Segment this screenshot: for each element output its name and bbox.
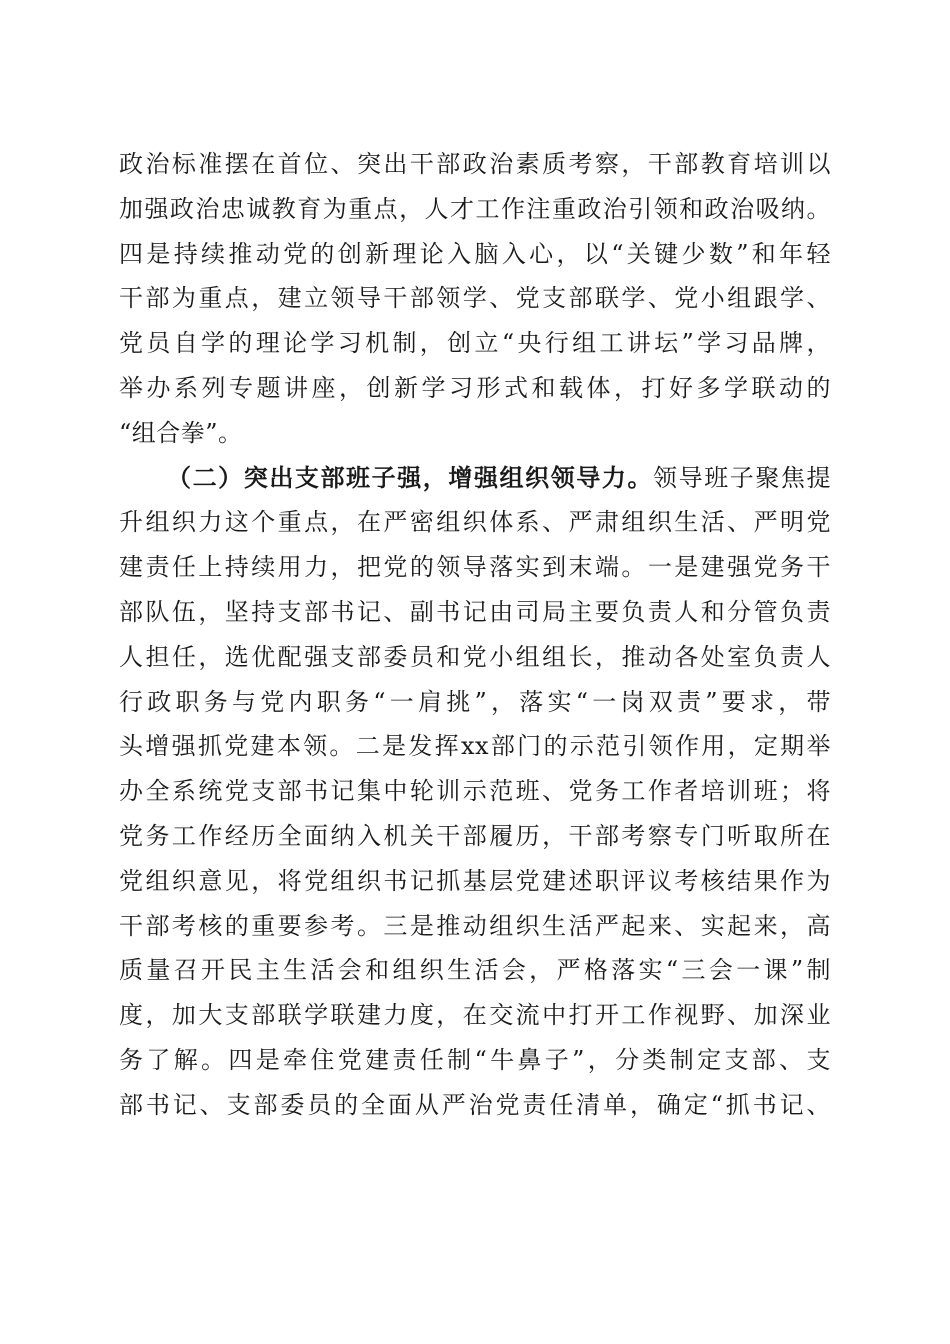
section-heading-line [119, 456, 831, 501]
paragraph-line: 干部为重点，建立领导干部领学、党支部联学、党小组跟学、 [119, 284, 831, 313]
paragraph-line: 部书记、支部委员的全面从严治党责任清单，确定“抓书记、 [119, 1090, 831, 1119]
section-heading-continuation: 领导班子聚焦提 [653, 463, 832, 492]
paragraph-line: 党员自学的理论学习机制，创立“央行组工讲坛”学习品牌， [119, 329, 831, 358]
paragraph-line: 干部考核的重要参考。三是推动组织生活严起来、实起来，高 [119, 911, 831, 940]
paragraph-line: 人担任，选优配强支部委员和党小组组长，推动各处室负责人 [119, 642, 831, 671]
paragraph-line: 行政职务与党内职务“一肩挑”，落实“一岗双责”要求，带 [119, 687, 831, 716]
paragraph-line: 政治标准摆在首位、突出干部政治素质考察，干部教育培训以 [119, 150, 831, 178]
paragraph-line: 举办系列专题讲座，创新学习形式和载体，打好多学联动的 [119, 373, 831, 402]
paragraph-line: 建责任上持续用力，把党的领导落实到末端。一是建强党务干 [119, 553, 831, 582]
paragraph-line: 部队伍，坚持支部书记、副书记由司局主要负责人和分管负责 [119, 597, 831, 626]
paragraph-line: 党务工作经历全面纳入机关干部履历，干部考察专门听取所在 [119, 821, 831, 850]
document-body [119, 142, 831, 1128]
paragraph-line: 党组织意见，将党组织书记抓基层党建述职评议考核结果作为 [119, 866, 831, 895]
paragraph-line: “组合拳”。 [119, 418, 243, 447]
paragraph-line: 四是持续推动党的创新理论入脑入心，以“关键少数”和年轻 [119, 239, 831, 268]
paragraph-line: 办全系统党支部书记集中轮训示范班、党务工作者培训班；将 [119, 777, 831, 806]
paragraph-line: 质量召开民主生活会和组织生活会，严格落实“三会一课”制 [119, 956, 831, 985]
paragraph-line: 头增强抓党建本领。二是发挥xx部门的示范引领作用，定期举 [119, 732, 831, 761]
paragraph-line: 加强政治忠诚教育为重点，人才工作注重政治引领和政治吸纳。 [119, 194, 831, 223]
paragraph-line: 务了解。四是牵住党建责任制“牛鼻子”，分类制定支部、支 [119, 1045, 831, 1074]
paragraph-line: 度，加大支部联学联建力度，在交流中打开工作视野、加深业 [119, 1001, 831, 1030]
section-heading: （二）突出支部班子强，增强组织领导力。 [167, 462, 654, 492]
paragraph-line: 升组织力这个重点，在严密组织体系、严肃组织生活、严明党 [119, 508, 831, 537]
